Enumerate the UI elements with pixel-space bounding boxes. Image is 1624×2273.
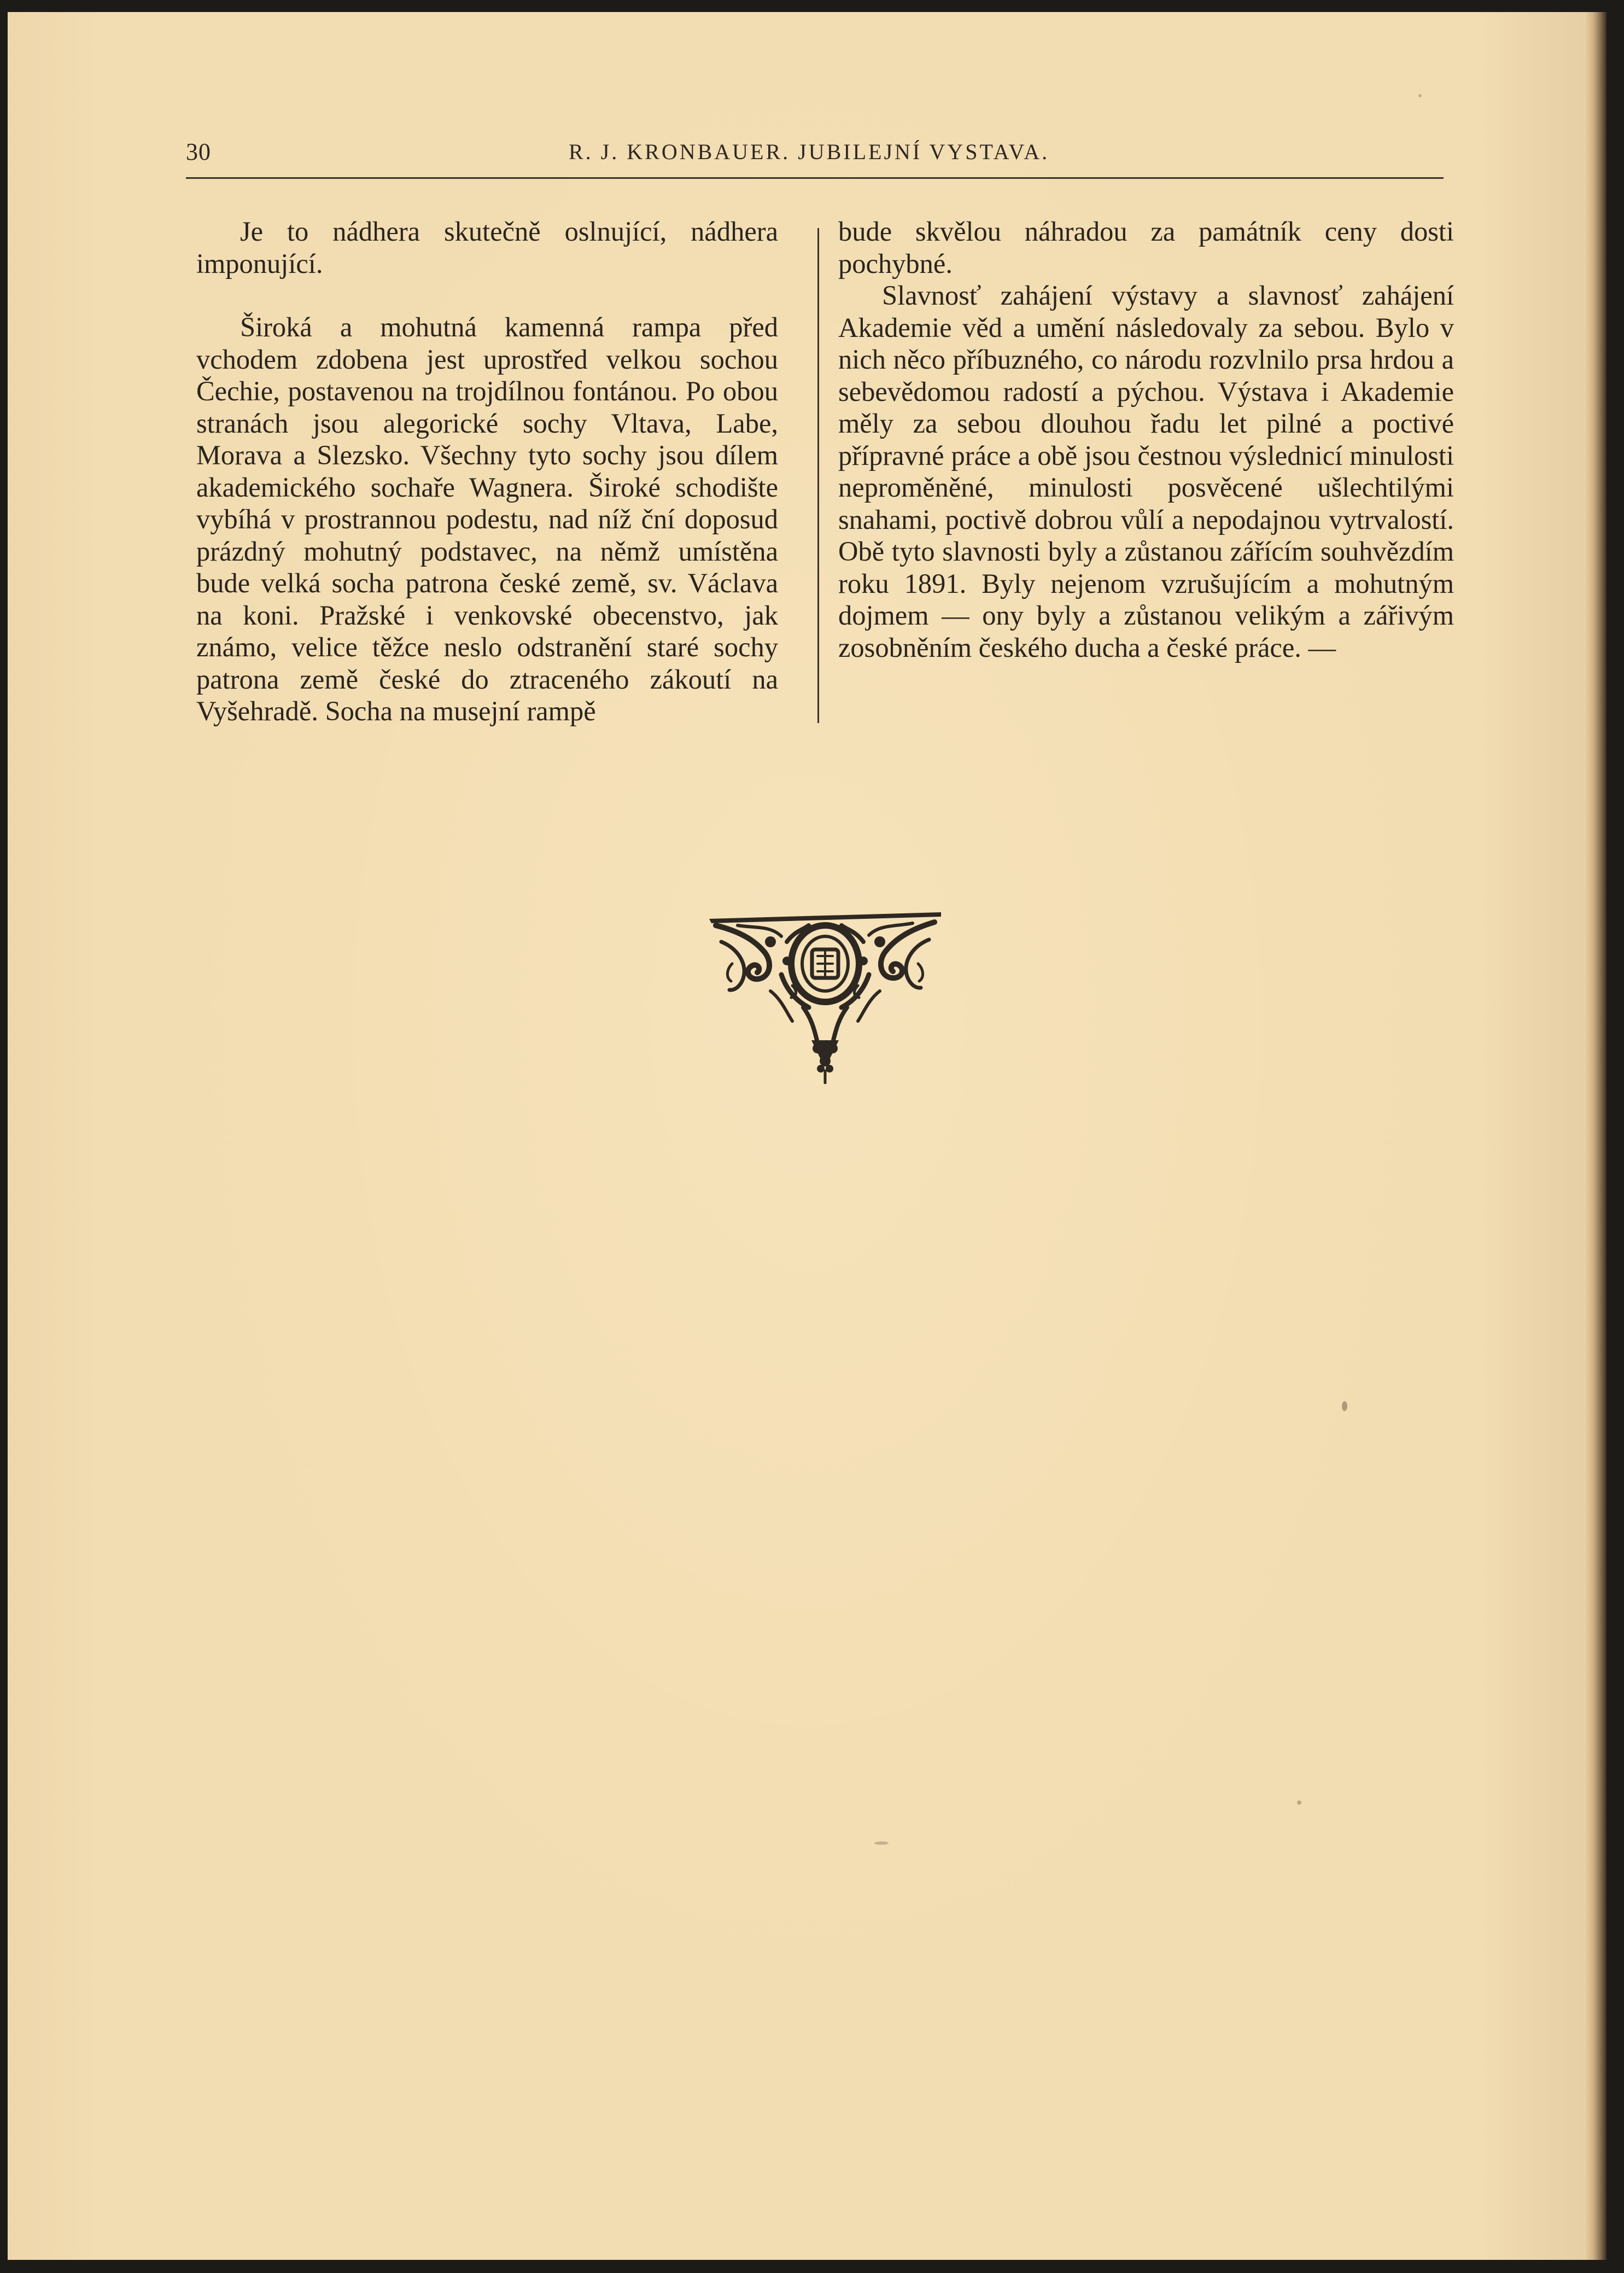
running-header [186,138,1444,176]
page-number: 30 [186,138,211,165]
paper-speck [874,1841,889,1845]
decorative-vignette-icon [705,909,945,1084]
paragraph-right-1: bude skvělou náhradou za památník ceny dosti pochybné. [838,216,1454,279]
column-divider [817,228,819,723]
running-title: R. J. KRONBAUER. JUBILEJNÍ VYSTAVA. [569,139,1050,164]
paper-speck [1418,94,1422,97]
right-column [838,215,1454,663]
header-rule [186,177,1444,179]
paper-speck [1297,1800,1301,1805]
paper-speck [1342,1401,1347,1411]
book-binding-edge [1585,12,1607,2260]
paragraph-left-1: Je to nádhera skutečně oslnující, nádhera imponující. [196,216,778,279]
book-page [8,12,1607,2260]
left-column [196,215,778,727]
paragraph-left-2: Široká a mohutná kamenná rampa před vchodem zdobena jest uprostřed velkou sochou Čechie, postavenou na trojdílnou fontánou. Po obou stranách jsou alegorické sochy Vltava, Labe, Morava a Slezsko. Všechny tyto sochy jsou dílem akademického sochaře Wagnera. Široké schodište vybíhá v prostrannou podestu, nad níž ční doposud prázdný mohutný podstavec, na němž umístěna bude velká socha patrona české země, sv. Václava na koni. Pražské i venkovské obecenstvo, jak známo, velice těžce neslo odstranění staré sochy patrona země české do ztraceného zákoutí na Vyšehradě. Socha na musejní rampě [196,312,778,726]
paragraph-right-2: Slavnosť zahájení výstavy a slavnosť zahájení Akademie věd a umění následovaly za sebou. Bylo v nich něco příbuzného, co národu rozvlnilo prsa hrdou a sebevědomou radostí a pýchou. Výstava i Akademie měly za sebou dlouhou řadu let pilné a poctivé přípravné práce a obě jsou čestnou výslednicí minulosti neproměněné, minulosti posvěcené ušlechtilými snahami, poctivě dobrou vůlí a nepodajnou vytrvalostí. Obě tyto slavnosti byly a zůstanou zářícím souhvězdím roku 1891. Byly nejenom vzrušujícím a mohutným dojmem — ony byly a zůstanou velikým a zářivým zosobněním českého ducha a české práce. — [838,280,1454,663]
